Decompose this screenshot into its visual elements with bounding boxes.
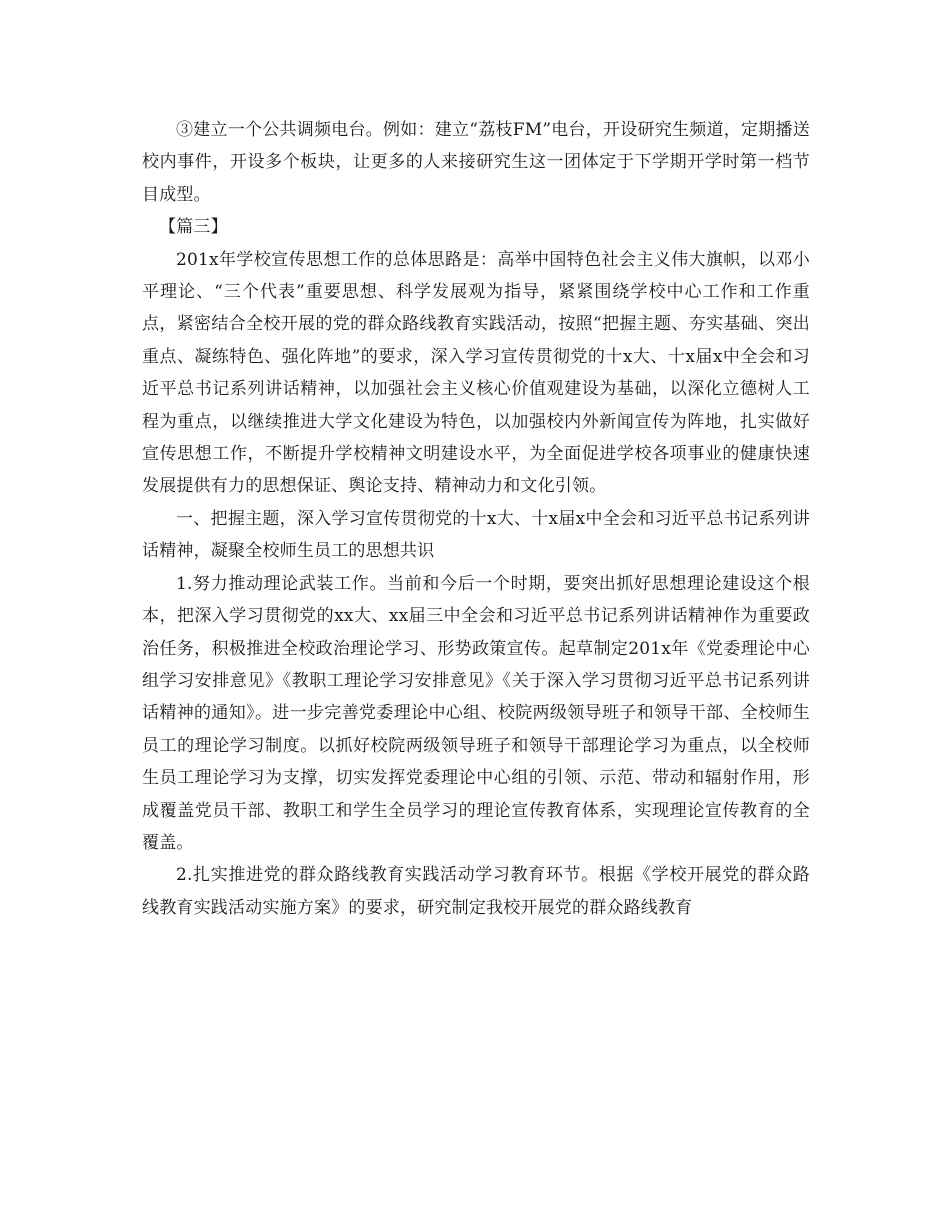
document-body (142, 114, 810, 924)
paragraph-section-one-title: 一、把握主题，深入学习宣传贯彻党的十x大、十x届x中全会和习近平总书记系列讲话精神，凝聚全校师生员工的思想共识 (142, 508, 810, 562)
paragraph-mass-line-education: 2.扎实推进党的群众路线教育实践活动学习教育环节。根据《学校开展党的群众路线教育实践活动实施方案》的要求，研究制定我校开展党的群众路线教育 (142, 865, 810, 918)
paragraph-radio-station: ③建立一个公共调频电台。例如：建立“荔枝FM”电台，开设研究生频道，定期播送校内事件，开设多个板块，让更多的人来接研究生这一团体定于下学期开学时第一档节目成型。 (142, 120, 810, 205)
section-heading-part-three: 【篇三】 (159, 217, 228, 238)
paragraph-overall-idea: 201x年学校宣传思想工作的总体思路是：高举中国特色社会主义伟大旗帜，以邓小平理论、“三个代表”重要思想、科学发展观为指导，紧紧围绕学校中心工作和工作重点，紧密结合全校开展的党的群众路线教育实践活动，按照“把握主题、夯实基础、突出重点、凝练特色、强化阵地”的要求，深入学习宣传贯彻党的十x大、十x届x中全会和习近平总书记系列讲话精神，以加强社会主义核心价值观建设为基础，以深化立德树人工程为重点，以继续推进大学文化建设为特色，以加强校内外新闻宣传为阵地，扎实做好宣传思想工作，不断提升学校精神文明建设水平，为全面促进学校各项事业的健康快速发展提供有力的思想保证、舆论支持、精神动力和文化引领。 (142, 249, 810, 497)
paragraph-theory-work: 1.努力推动理论武装工作。当前和今后一个时期，要突出抓好思想理论建设这个根本，把深入学习贯彻党的xx大、xx届三中全会和习近平总书记系列讲话精神作为重要政治任务，积极推进全校政治理论学习、形势政策宣传。起草制定201x年《党委理论中心组学习安排意见》《教职工理论学习安排意见》《关于深入学习贯彻习近平总书记系列讲话精神的通知》。进一步完善党委理论中心组、校院两级领导班子和领导干部、全校师生员工的理论学习制度。以抓好校院两级领导班子和领导干部理论学习为重点，以全校师生员工理论学习为支撑，切实发挥党委理论中心组的引领、示范、带动和辐射作用，形成覆盖党员干部、教职工和学生全员学习的理论宣传教育体系，实现理论宣传教育的全覆盖。 (142, 573, 810, 853)
